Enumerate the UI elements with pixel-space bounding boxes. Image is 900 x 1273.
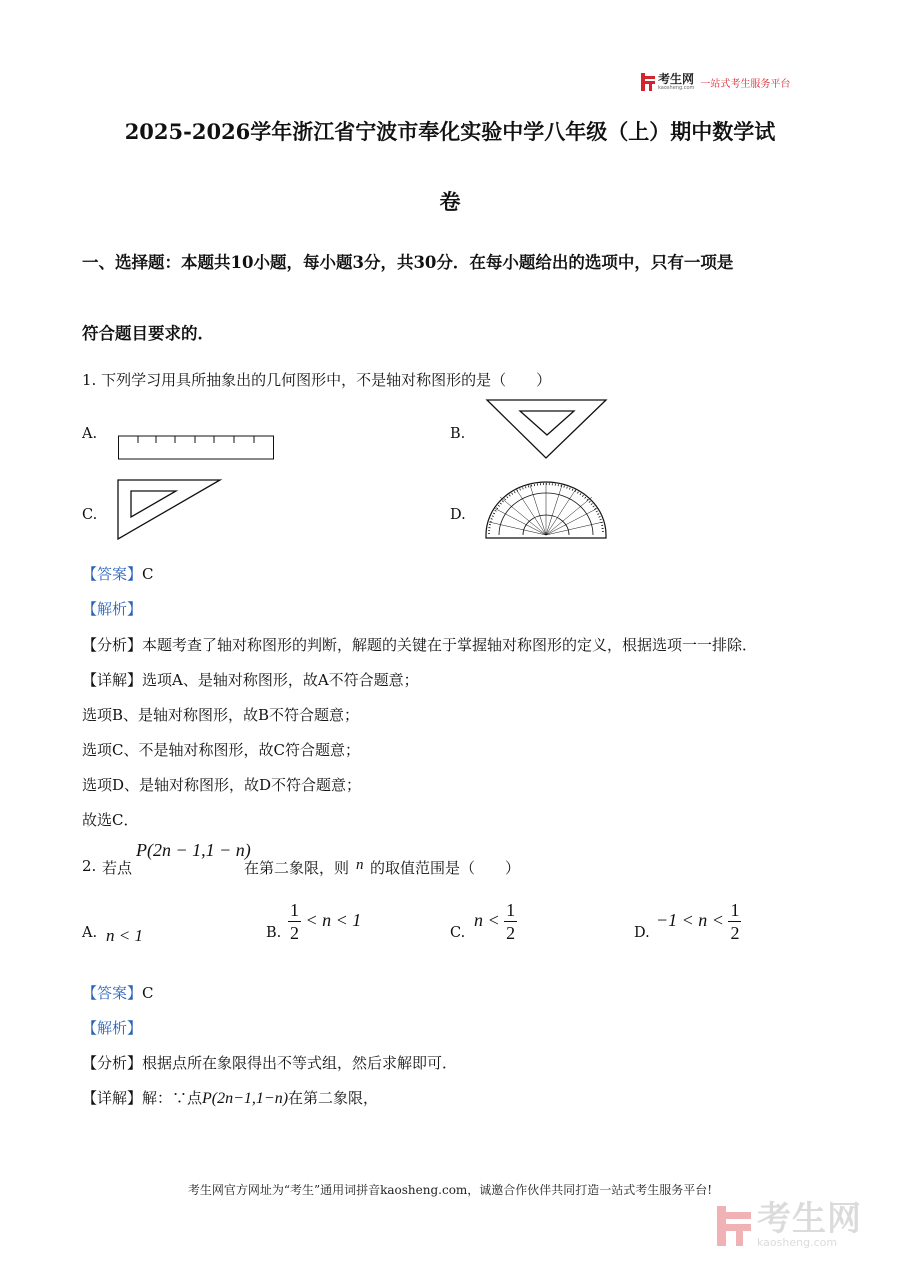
page-footer: 考生网官方网址为“考生”通用词拼音kaosheng.com，诚邀合作伙伴共同打造一站式考生服务平台! bbox=[187, 1183, 713, 1197]
fraction-denominator: 2 bbox=[506, 923, 516, 943]
detail-post: 在第二象限， bbox=[288, 1089, 379, 1107]
watermark-logo-icon bbox=[717, 1206, 751, 1246]
protractor-figure-icon bbox=[485, 480, 607, 542]
logo-text bbox=[658, 73, 694, 91]
q1-detail-line: 选项D、是轴对称图形，故D不符合题意； bbox=[82, 776, 362, 794]
q2-option-c-expr bbox=[474, 899, 517, 944]
q2-number: 2. bbox=[82, 857, 97, 875]
q2-option-d-expr bbox=[656, 899, 741, 944]
watermark-url: kaosheng.com bbox=[757, 1236, 838, 1249]
q2-analysis-label: 【解析】 bbox=[82, 1019, 143, 1037]
section-heading-line2: 符合题目要求的． bbox=[82, 324, 214, 343]
inequality-pre: −1 < n < bbox=[656, 910, 729, 930]
q1-detail-line: 故选C． bbox=[82, 811, 139, 829]
q2-detail bbox=[82, 1087, 378, 1108]
q2-option-a-expr: n < 1 bbox=[106, 926, 143, 945]
q2-stem-pre: 若点 bbox=[102, 859, 133, 877]
inequality-rest: < n < 1 bbox=[301, 910, 362, 930]
page-title-line1: 2025-2026学年浙江省宁波市奉化实验中学八年级（上）期中数学试 bbox=[124, 119, 776, 144]
q1-detail-line: 选项B、是轴对称图形，故B不符合题意； bbox=[82, 706, 360, 724]
q1-fenxi: 【分析】本题考查了轴对称图形的判断，解题的关键在于掌握轴对称图形的定义，根据选项一一排除． bbox=[82, 636, 758, 654]
kaosheng-logo-icon bbox=[641, 73, 655, 91]
q2-option-b-expr bbox=[288, 899, 361, 944]
q1-option-d-label: D. bbox=[450, 507, 466, 523]
watermark-name: 考生网 bbox=[757, 1199, 862, 1239]
detail-pre: 【详解】解：∵点 bbox=[82, 1089, 203, 1107]
q2-option-b-label: B. bbox=[266, 925, 282, 941]
q2-variable: n bbox=[356, 857, 364, 873]
logo-url: kaosheng.com bbox=[658, 85, 695, 91]
q1-option-c-label: C. bbox=[82, 507, 98, 523]
q1-answer bbox=[82, 563, 154, 584]
section-heading-line1: 一、选择题：本题共10小题，每小题3分，共30分．在每小题给出的选项中，只有一项是 bbox=[82, 253, 734, 272]
fraction bbox=[728, 899, 741, 944]
fraction-numerator: 1 bbox=[730, 900, 740, 920]
fraction-denominator: 2 bbox=[730, 923, 740, 943]
q1-analysis-label: 【解析】 bbox=[82, 600, 143, 618]
q1-stem: 1. 下列学习用具所抽象出的几何图形中，不是轴对称图形的是（ ） bbox=[82, 371, 552, 389]
q2-stem-post: 在第二象限，则 bbox=[244, 859, 350, 877]
q1-detail-line: 【详解】选项A、是轴对称图形，故A不符合题意； bbox=[82, 671, 419, 689]
q1-option-a-label: A. bbox=[82, 426, 98, 442]
header-logo bbox=[641, 72, 790, 92]
q2-option-c-label: C. bbox=[450, 925, 466, 941]
answer-label: 【答案】 bbox=[82, 565, 143, 583]
q1-detail-line: 选项C、不是轴对称图形，故C符合题意； bbox=[82, 741, 360, 759]
set-square-isosceles-figure-icon bbox=[486, 397, 608, 461]
set-square-right-figure-icon bbox=[116, 477, 224, 543]
ruler-figure-icon bbox=[118, 434, 276, 462]
q2-fenxi: 【分析】根据点所在象限得出不等式组，然后求解即可． bbox=[82, 1054, 458, 1072]
watermark-text bbox=[757, 1199, 862, 1249]
q2-stem-tail: 的取值范围是（ ） bbox=[370, 859, 521, 877]
fraction-numerator: 1 bbox=[506, 900, 516, 920]
q1-option-b-label: B. bbox=[450, 426, 466, 442]
logo-slogan: 一站式考生服务平台 bbox=[700, 78, 791, 90]
answer-label: 【答案】 bbox=[82, 984, 143, 1002]
answer-value: C bbox=[142, 565, 154, 583]
q2-point-expression: P(2n − 1,1 − n) bbox=[136, 840, 251, 860]
q2-option-a-label: A. bbox=[82, 925, 98, 941]
detail-point-expression: P(2n−1,1−n) bbox=[202, 1090, 289, 1107]
q2-answer bbox=[82, 982, 154, 1003]
logo-name: 考生网 bbox=[658, 72, 695, 86]
fraction-numerator: 1 bbox=[290, 900, 299, 920]
answer-value: C bbox=[142, 984, 154, 1002]
fraction bbox=[504, 899, 517, 944]
watermark bbox=[717, 1199, 862, 1249]
fraction bbox=[288, 899, 301, 944]
fraction-denominator: 2 bbox=[290, 923, 299, 943]
page-title-line2: 卷 bbox=[439, 189, 461, 214]
q2-option-d-label: D. bbox=[634, 925, 650, 941]
inequality-pre: n < bbox=[474, 910, 505, 930]
